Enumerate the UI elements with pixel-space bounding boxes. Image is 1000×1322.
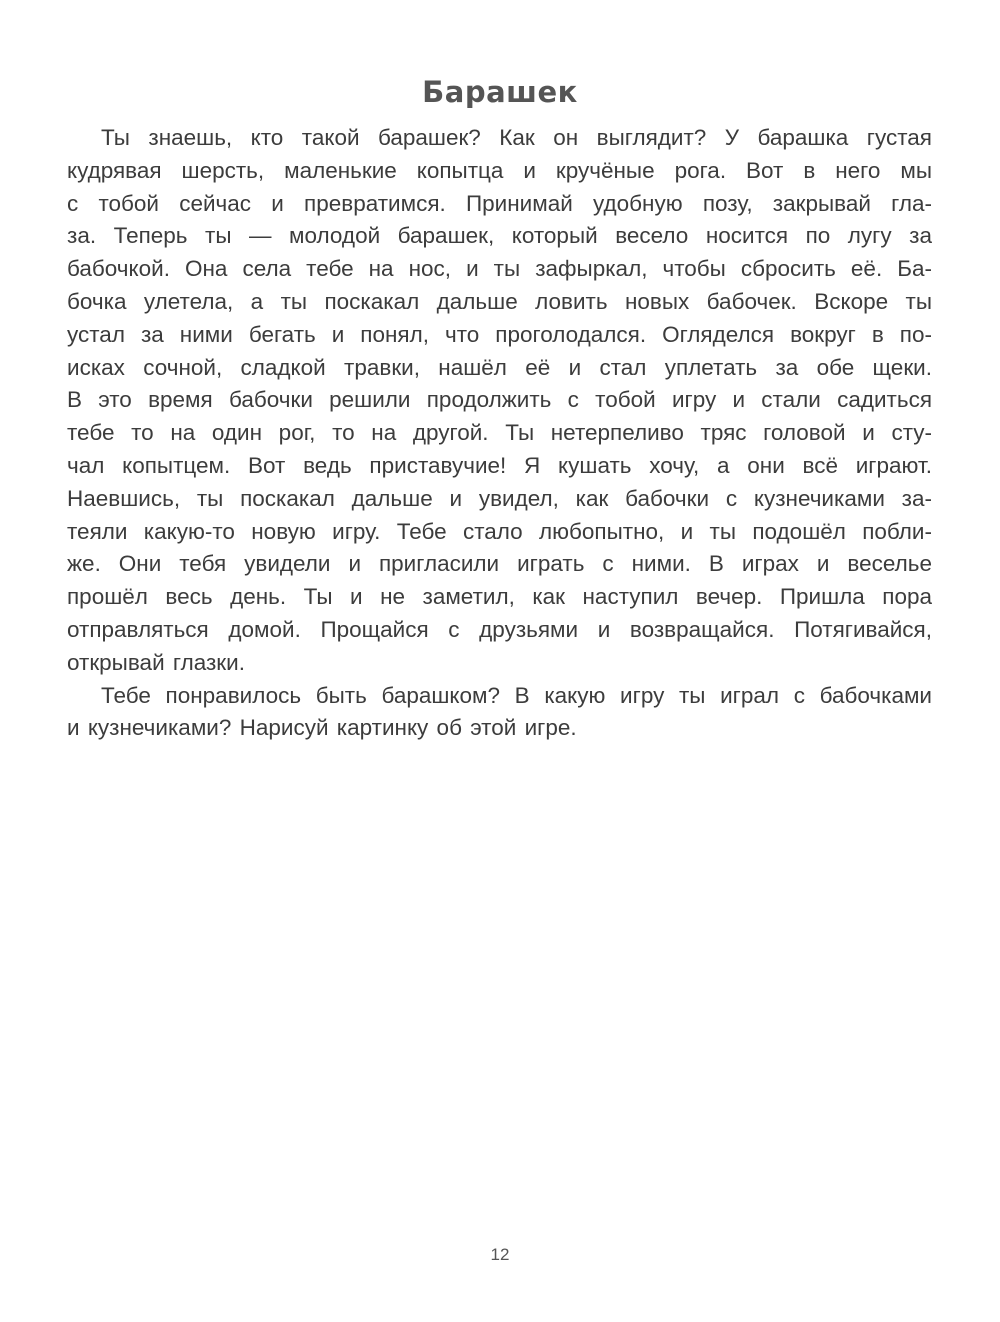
text-line: В это время бабочки решили продолжить с тобой игру и стали садиться bbox=[67, 387, 932, 413]
text-line: Наевшись, ты поскакал дальше и увидел, как бабочки с кузнечиками за- bbox=[67, 485, 932, 511]
page-number: 12 bbox=[490, 1245, 510, 1264]
text-line: исках сочной, сладкой травки, нашёл её и стал уплетать за обе щеки. bbox=[67, 354, 932, 380]
text-line: отправляться домой. Прощайся с друзьями и возвращайся. Потягивайся, bbox=[67, 616, 932, 642]
paragraph-story bbox=[67, 122, 932, 680]
text-line: бочка улетела, а ты поскакал дальше ловить новых бабочек. Вскоре ты bbox=[67, 288, 932, 314]
text-line: теяли какую-то новую игру. Тебе стало любопытно, и ты подошёл побли- bbox=[67, 518, 932, 544]
paragraph-question bbox=[67, 680, 932, 746]
text-line: Тебе понравилось быть барашком? В какую игру ты играл с бабочками bbox=[101, 682, 932, 708]
text-line: за. Теперь ты — молодой барашек, который весело носится по лугу за bbox=[67, 223, 932, 249]
text-line: тебе то на один рог, то на другой. Ты нетерпеливо тряс головой и сту- bbox=[67, 420, 932, 446]
story-text bbox=[67, 122, 932, 745]
text-line: бабочкой. Она села тебе на нос, и ты зафыркал, чтобы сбросить её. Ба- bbox=[67, 256, 932, 282]
text-line: устал за ними бегать и понял, что проголодался. Огляделся вокруг в по- bbox=[67, 321, 932, 347]
text-line: чал копытцем. Вот ведь приставучие! Я кушать хочу, а они всё играют. bbox=[67, 452, 932, 478]
text-line: же. Они тебя увидели и пригласили играть с ними. В играх и веселье bbox=[67, 551, 932, 577]
text-line: и кузнечиками? Нарисуй картинку об этой игре. bbox=[67, 715, 577, 741]
text-line: с тобой сейчас и превратимся. Принимай удобную позу, закрывай гла- bbox=[67, 190, 932, 216]
document-title: Барашек bbox=[422, 75, 578, 109]
text-line: открывай глазки. bbox=[67, 649, 245, 675]
text-line: кудрявая шерсть, маленькие копытца и кручёные рога. Вот в него мы bbox=[67, 157, 932, 183]
text-line: Ты знаешь, кто такой барашек? Как он выглядит? У барашка густая bbox=[101, 125, 932, 150]
text-line: прошёл весь день. Ты и не заметил, как наступил вечер. Пришла пора bbox=[67, 584, 932, 610]
